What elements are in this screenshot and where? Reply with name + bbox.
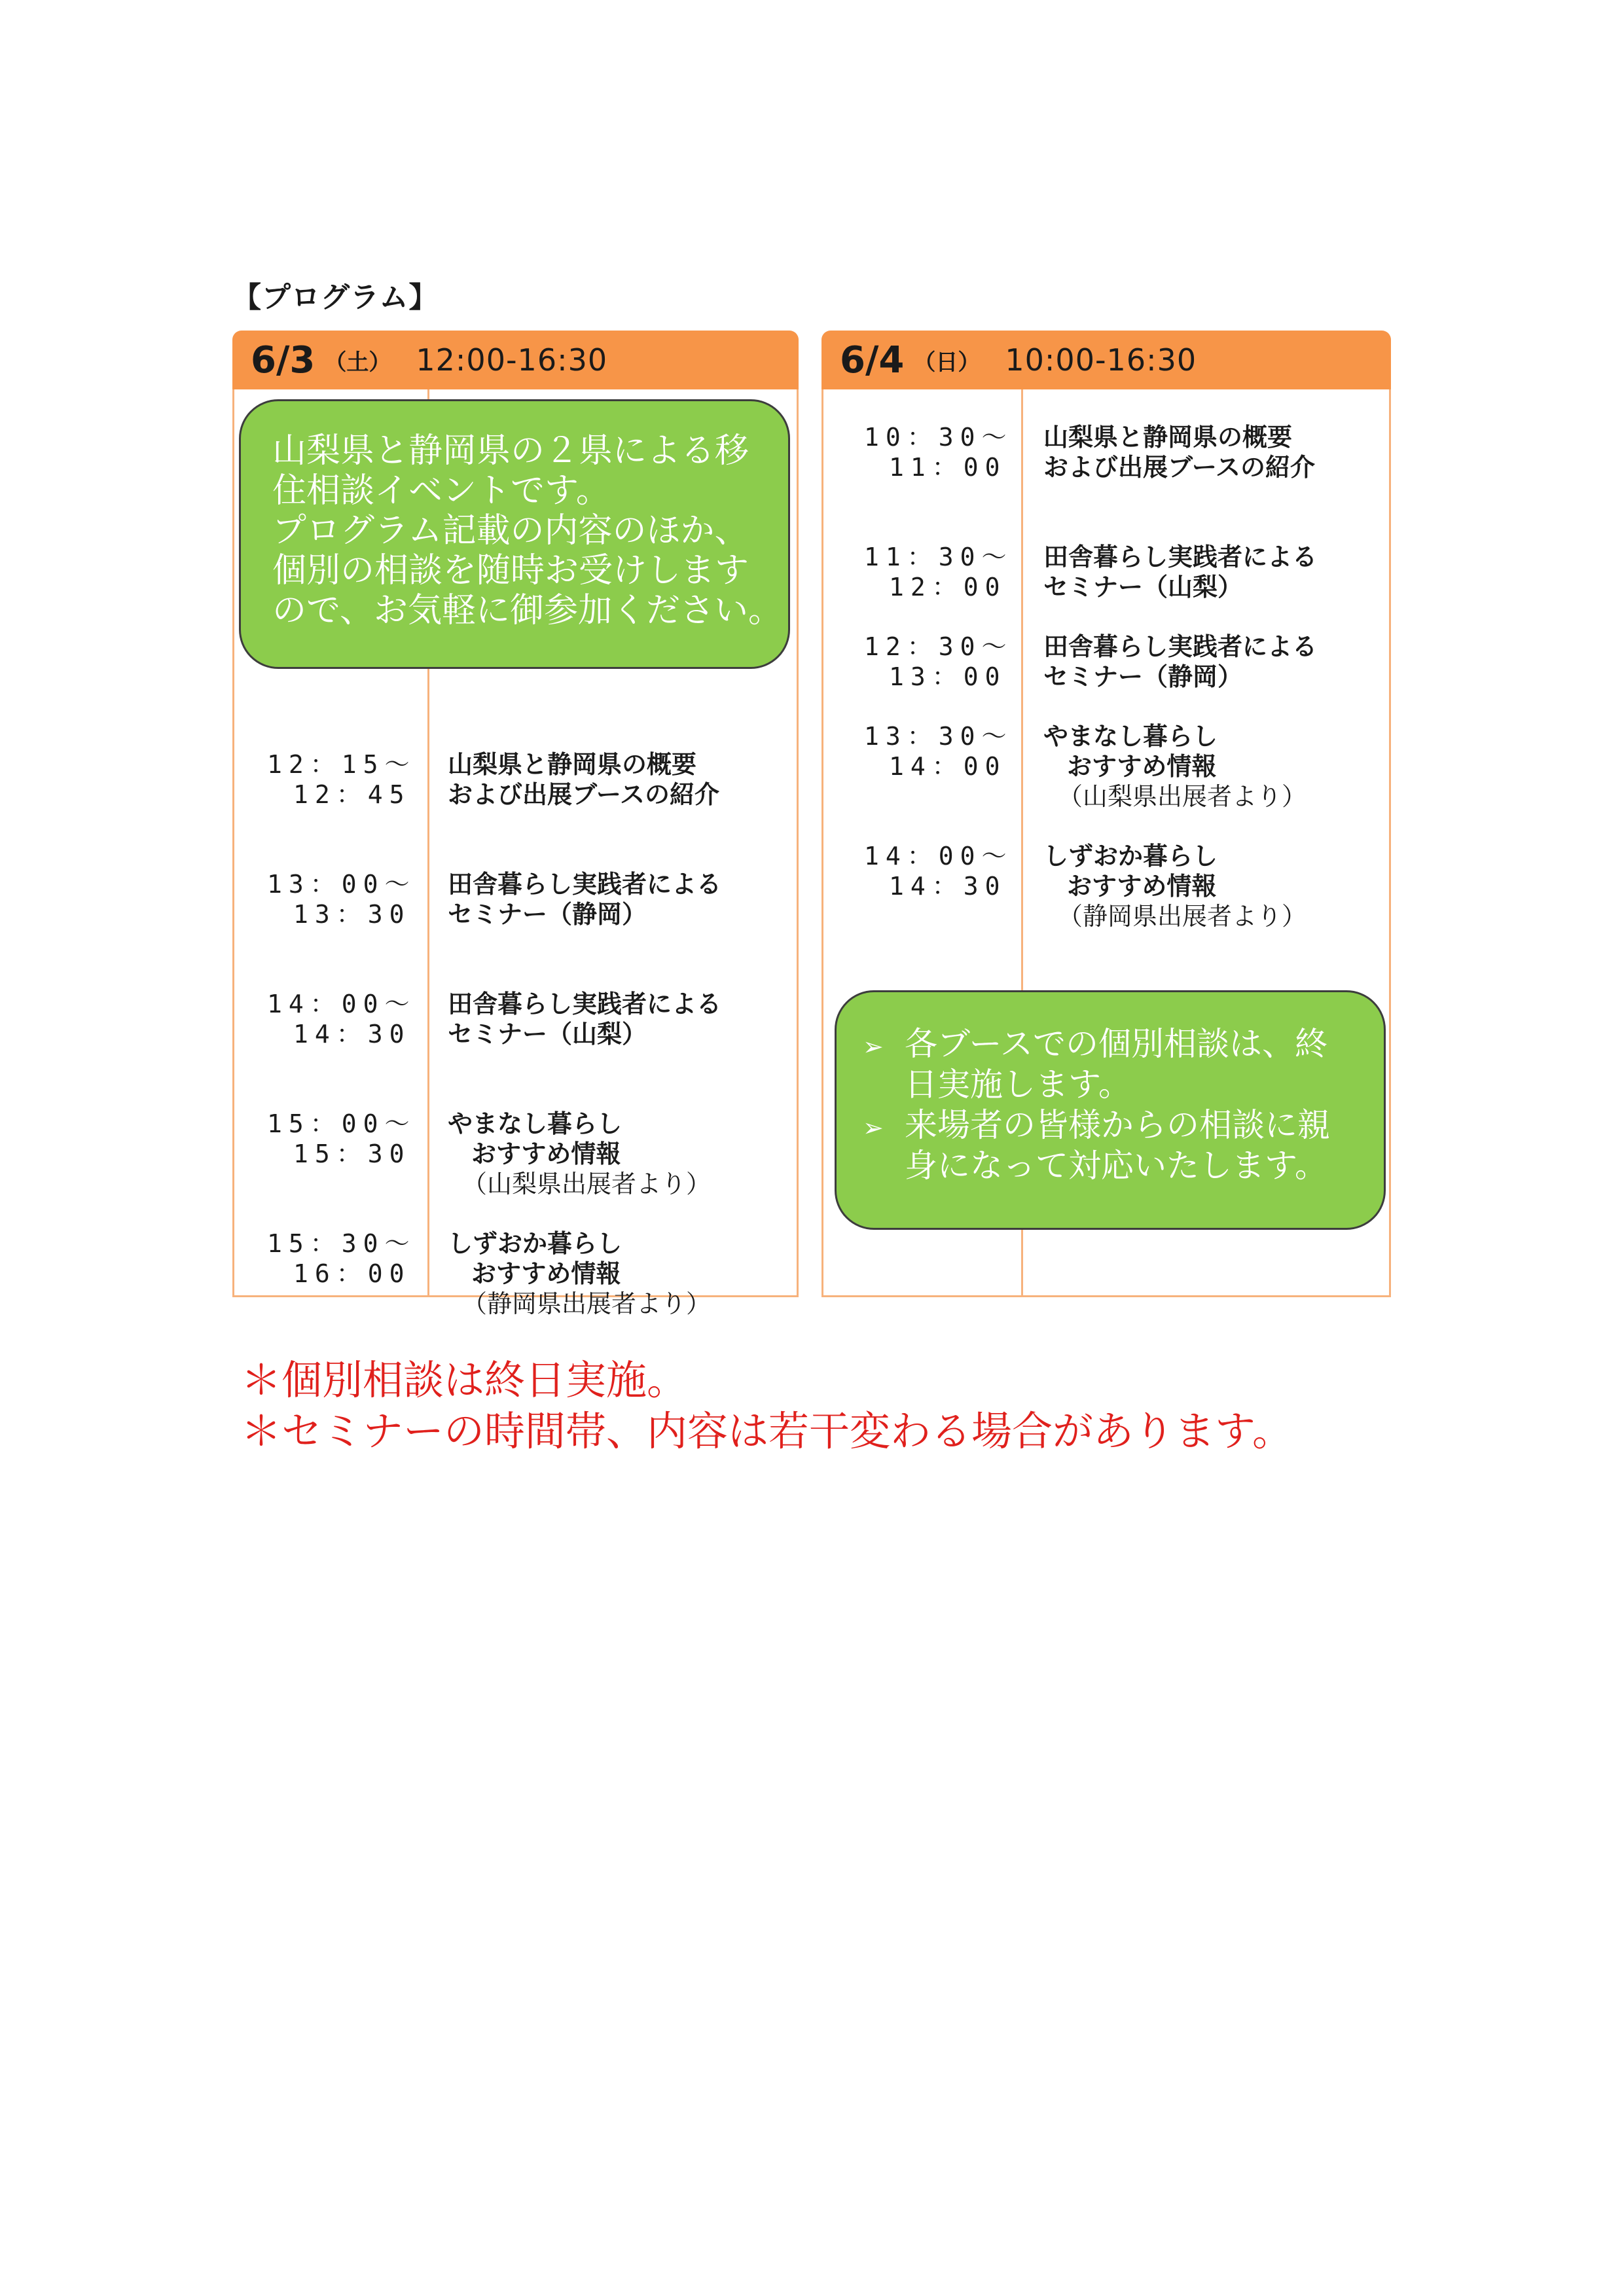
session-end: 11：00: [889, 453, 1007, 482]
intro-line: 個別の相談を随時お受けします: [272, 551, 749, 590]
session-title: [448, 869, 721, 929]
session-title-line1: しずおか暮らし: [1043, 842, 1218, 870]
session-title-line2: および出展ブースの紹介: [1043, 453, 1315, 482]
session-start: 13：30～: [864, 722, 1013, 751]
session-end: 14：30: [293, 1020, 411, 1049]
session-title-line1: やまなし暮らし: [448, 1109, 623, 1138]
footnote: ＊セミナーの時間帯、内容は若干変わる場合があります。: [241, 1407, 1293, 1455]
intro-line: プログラム記載の内容のほか、: [272, 511, 749, 550]
session-start: 12：30～: [864, 632, 1013, 661]
arrow-bullet-icon: ➢: [863, 1032, 884, 1061]
session-start: 10：30～: [864, 423, 1013, 452]
session-start: 15：00～: [267, 1109, 416, 1138]
session-end: 12：45: [293, 780, 411, 809]
session-title: [1043, 422, 1315, 482]
session-start: 15：30～: [267, 1229, 416, 1258]
session-end: 12：00: [889, 573, 1007, 601]
session-note: （山梨県出展者より）: [1058, 782, 1307, 811]
session-start: 14：00～: [864, 842, 1013, 870]
day1-time: 12:00-16:30: [416, 342, 608, 378]
session-title-line2: おすすめ情報: [471, 1139, 621, 1168]
session-title-line1: しずおか暮らし: [448, 1229, 623, 1258]
session-title-line2: セミナー（山梨）: [1043, 573, 1243, 601]
session-title-line1: やまなし暮らし: [1043, 722, 1218, 751]
session-start: 11：30～: [864, 543, 1013, 571]
session-title-line2: セミナー（静岡）: [1043, 662, 1243, 691]
bullet-line: 各ブースでの個別相談は、終: [905, 1025, 1327, 1063]
bullet-line: 身になって対応いたします。: [905, 1147, 1327, 1185]
session-title: [448, 749, 719, 810]
session-title-line1: 田舎暮らし実践者による: [1043, 543, 1318, 571]
session-title: [448, 1109, 711, 1199]
day1-intro-callout: [239, 399, 790, 669]
session-title-line1: 田舎暮らし実践者による: [448, 990, 722, 1018]
footnote: ＊個別相談は終日実施。: [241, 1356, 688, 1404]
session-title: [1043, 542, 1317, 602]
session-title-line2: および出展ブースの紹介: [448, 780, 719, 809]
session-start: 13：00～: [267, 870, 416, 899]
session-title-line2: おすすめ情報: [1067, 872, 1217, 901]
session-title: [1043, 841, 1307, 931]
session-title-line2: セミナー（山梨）: [448, 1020, 647, 1049]
session-title-line1: 山梨県と静岡県の概要: [1043, 423, 1293, 452]
session-end: 13：00: [889, 662, 1007, 691]
session-title-line2: おすすめ情報: [471, 1259, 621, 1288]
session-start: 12：15～: [267, 750, 416, 779]
day2-day-of-week: （日）: [913, 349, 981, 376]
session-title: [1043, 721, 1307, 812]
bullet-line: 来場者の皆様からの相談に親: [905, 1106, 1330, 1144]
session-title: [448, 989, 721, 1049]
day2-info-callout: [835, 990, 1386, 1230]
session-start: 14：00～: [267, 990, 416, 1018]
info-bullet: [863, 1024, 1384, 1105]
intro-line: 山梨県と静岡県の２県による移: [272, 431, 749, 471]
section-title: 【プログラム】: [232, 281, 439, 314]
session-note: （山梨県出展者より）: [462, 1170, 712, 1198]
session-title-line2: おすすめ情報: [1067, 752, 1217, 781]
bullet-line: 日実施します。: [905, 1066, 1131, 1103]
session-end: 14：00: [889, 752, 1007, 781]
day1-header: [232, 331, 799, 389]
session-title-line1: 田舎暮らし実践者による: [1043, 632, 1318, 661]
info-bullet: [863, 1105, 1384, 1186]
session-note: （静岡県出展者より）: [1058, 902, 1307, 931]
footnotes: [241, 1355, 1293, 1457]
session-note: （静岡県出展者より）: [462, 1289, 712, 1318]
session-title-line2: セミナー（静岡）: [448, 900, 647, 929]
intro-line: 住相談イベントです。: [272, 471, 610, 511]
day2-header: [821, 331, 1391, 389]
session-end: 13：30: [293, 900, 411, 929]
day2-time: 10:00-16:30: [1005, 342, 1197, 378]
session-title: [448, 1229, 711, 1319]
session-title-line1: 田舎暮らし実践者による: [448, 870, 722, 899]
session-title: [1043, 632, 1317, 692]
session-end: 15：30: [293, 1139, 411, 1168]
session-end: 14：30: [889, 872, 1007, 901]
session-title-line1: 山梨県と静岡県の概要: [448, 750, 697, 779]
intro-line: ので、お気軽に御参加ください。: [272, 591, 782, 630]
day1-date: 6/3: [251, 338, 316, 382]
session-end: 16：00: [293, 1259, 411, 1288]
arrow-bullet-icon: ➢: [863, 1113, 884, 1142]
day1-day-of-week: （土）: [324, 349, 391, 376]
day2-date: 6/4: [840, 338, 905, 382]
